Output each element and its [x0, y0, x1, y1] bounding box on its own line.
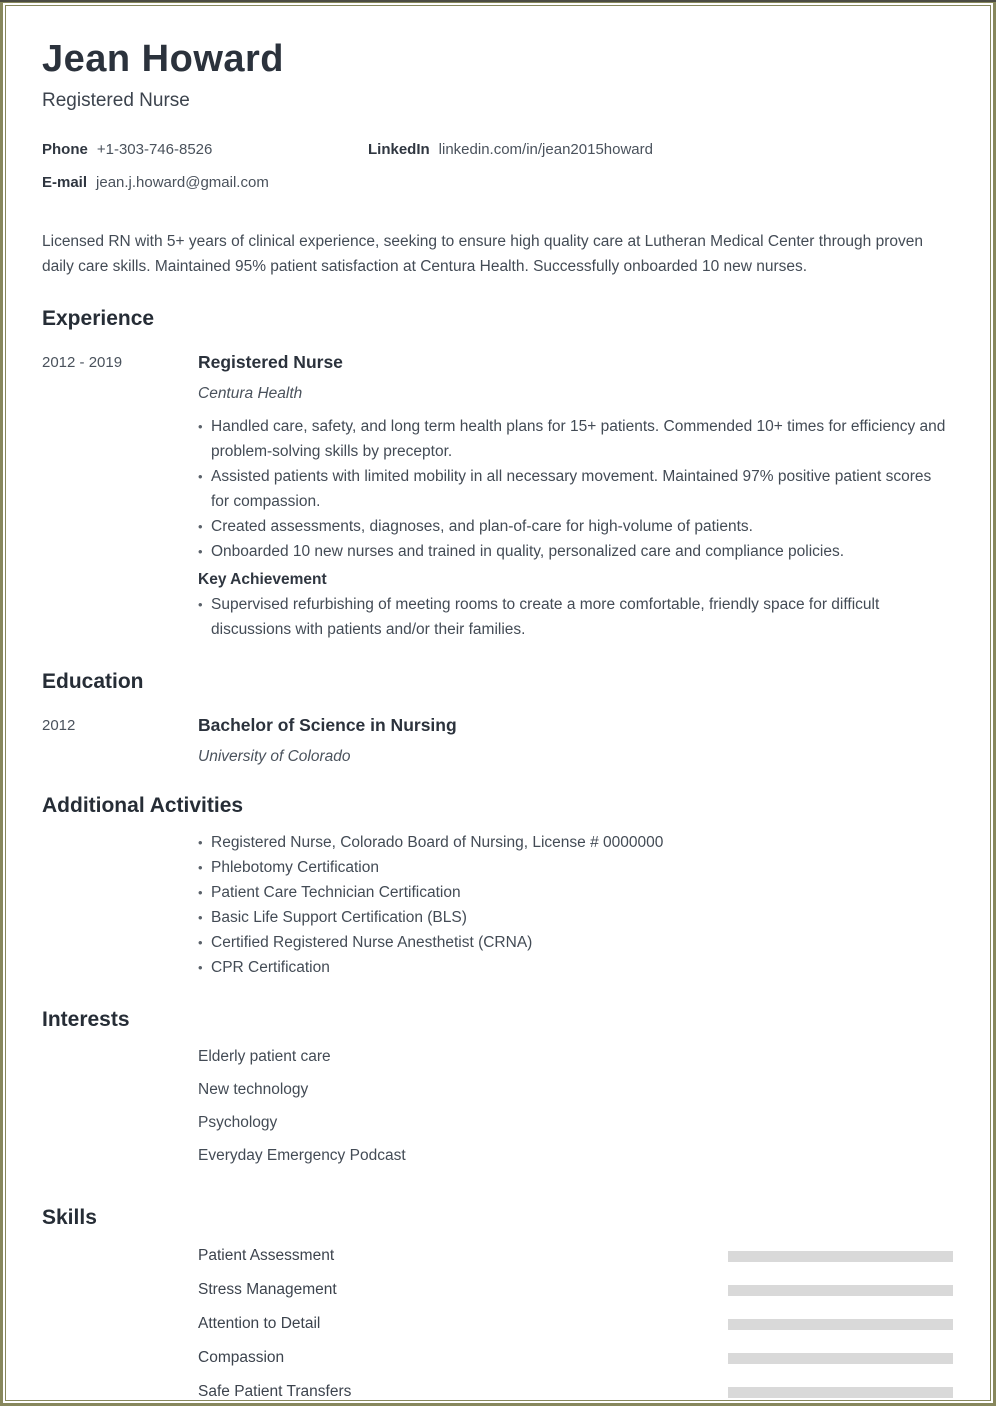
skills-row [42, 1239, 953, 1409]
skills-section [42, 1206, 953, 1409]
activity-item: • Basic Life Support Certification (BLS) [198, 905, 953, 930]
experience-heading: Experience [42, 307, 155, 330]
interest-item: Elderly patient care [198, 1048, 331, 1065]
experience-employer: Centura Health [198, 385, 303, 402]
skill-label: Safe Patient Transfers [198, 1383, 352, 1400]
interest-item: Everyday Emergency Podcast [198, 1147, 406, 1164]
activity-item: • Registered Nurse, Colorado Board of Nursing, License # 0000000 [198, 830, 953, 855]
additional-activities-list [198, 830, 953, 980]
contact-phone [42, 142, 368, 158]
experience-bullet: • Assisted patients with limited mobility in all necessary movement. Maintained 97% positive patient scores for compassion. [198, 464, 953, 514]
skill-label: Attention to Detail [198, 1315, 321, 1332]
experience-entry-content [198, 352, 953, 642]
interests-list [198, 1046, 953, 1166]
interests-content [198, 1046, 953, 1178]
experience-bullet: • Onboarded 10 new nurses and trained in quality, personalized care and compliance policies. [198, 539, 953, 564]
additional-activities-section [42, 794, 953, 980]
skill-level-bar [728, 1353, 953, 1364]
contact-email [42, 175, 368, 191]
skill-label: Patient Assessment [198, 1247, 335, 1264]
experience-job-title: Registered Nurse [198, 352, 343, 372]
professional-summary: Licensed RN with 5+ years of clinical experience, seeking to ensure high quality care at Lutheran Medical Center through proven daily care skills. Maintained 95% patient satisfaction at Centura Health. Successfully onboarded 10 new nurses. [42, 233, 923, 275]
interests-row [42, 1046, 953, 1178]
skill-row [198, 1341, 953, 1375]
window-top-edge [0, 0, 996, 2]
skills-heading: Skills [42, 1206, 97, 1229]
activity-item: • CPR Certification [198, 955, 953, 980]
key-achievement-bullet-list [198, 592, 953, 642]
key-achievement-label: Key Achievement [198, 571, 327, 588]
experience-section [42, 307, 953, 642]
education-section [42, 670, 953, 766]
interest-item: New technology [198, 1081, 309, 1098]
additional-activities-date-spacer [42, 830, 198, 980]
linkedin-value: linkedin.com/in/jean2015howard [438, 141, 653, 158]
experience-dates: 2012 - 2019 [42, 354, 123, 371]
interests-section [42, 1008, 953, 1178]
email-label: E-mail [42, 174, 88, 191]
activity-item: • Patient Care Technician Certification [198, 880, 953, 905]
interests-heading: Interests [42, 1008, 130, 1031]
email-value: jean.j.howard@gmail.com [96, 174, 269, 191]
resume-header [42, 3, 953, 191]
skill-label: Stress Management [198, 1281, 337, 1298]
activity-item: • Phlebotomy Certification [198, 855, 953, 880]
skill-level-bar [728, 1387, 953, 1398]
additional-activities-heading: Additional Activities [42, 794, 244, 817]
education-entry [42, 715, 953, 766]
education-dates: 2012 [42, 717, 76, 734]
candidate-title: Registered Nurse [42, 90, 190, 111]
skills-date-spacer [42, 1239, 198, 1409]
education-entry-content [198, 715, 953, 766]
skill-row [198, 1239, 953, 1273]
skill-level-bar [728, 1285, 953, 1296]
candidate-name: Jean Howard [42, 38, 285, 80]
skills-content [198, 1239, 953, 1409]
skill-row [198, 1273, 953, 1307]
additional-activities-row [42, 830, 953, 980]
education-school: University of Colorado [198, 748, 351, 765]
linkedin-label: LinkedIn [368, 141, 430, 158]
phone-value: +1-303-746-8526 [96, 141, 213, 158]
skill-label: Compassion [198, 1349, 285, 1366]
key-achievement-bullet: • Supervised refurbishing of meeting rooms to create a more comfortable, friendly space for difficult discussions with patients and/or their families. [198, 592, 953, 642]
experience-bullet: • Handled care, safety, and long term health plans for 15+ patients. Commended 10+ times for efficiency and problem-solving skills by preceptor. [198, 414, 953, 464]
activity-item: • Certified Registered Nurse Anesthetist (CRNA) [198, 930, 953, 955]
education-degree: Bachelor of Science in Nursing [198, 715, 457, 735]
interest-item: Psychology [198, 1114, 278, 1131]
phone-label: Phone [42, 141, 88, 158]
experience-bullet: • Created assessments, diagnoses, and plan-of-care for high-volume of patients. [198, 514, 953, 539]
experience-entry [42, 352, 953, 642]
experience-bullet-list [198, 414, 953, 564]
skill-row [198, 1375, 953, 1409]
skill-level-bar [728, 1251, 953, 1262]
interests-date-spacer [42, 1046, 198, 1178]
education-heading: Education [42, 670, 144, 693]
additional-activities-content [198, 830, 953, 980]
skill-level-bar [728, 1319, 953, 1330]
contact-info [42, 142, 953, 191]
skill-row [198, 1307, 953, 1341]
contact-linkedin [368, 142, 953, 158]
